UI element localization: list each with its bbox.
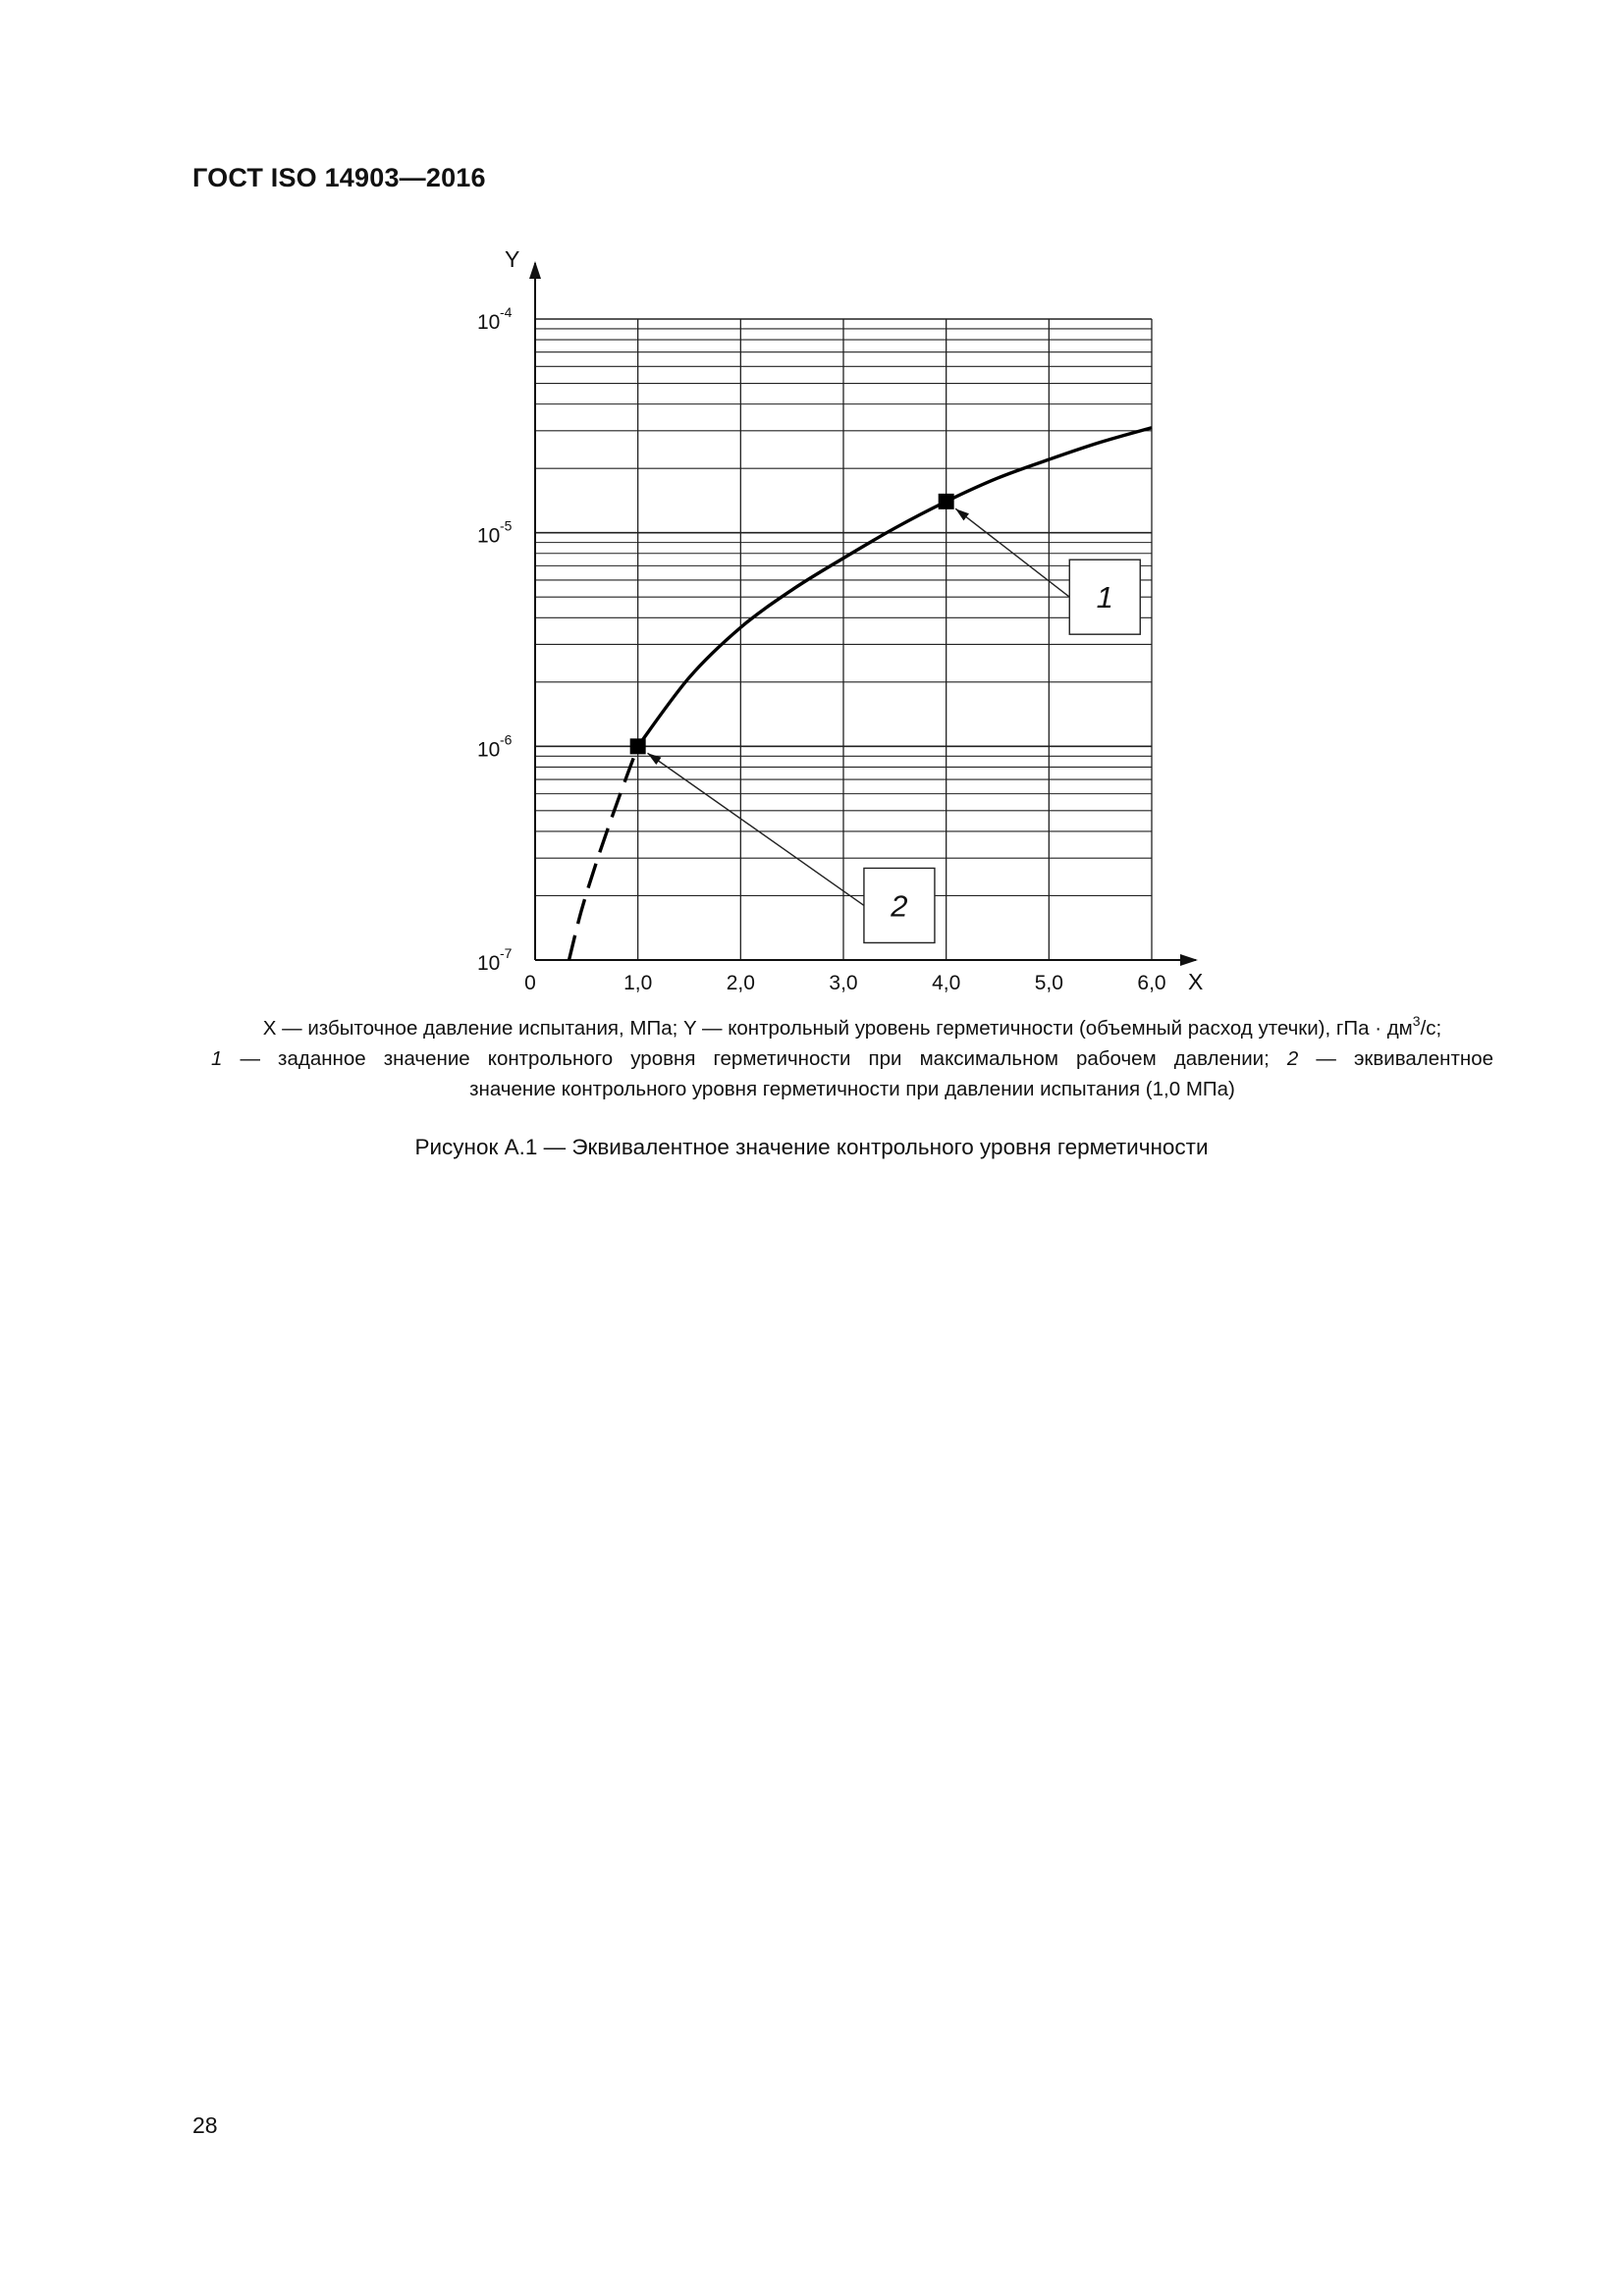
legend-key-2: 2 bbox=[1286, 1047, 1299, 1070]
callout-leader-1 bbox=[955, 508, 1069, 597]
callout-arrow-2 bbox=[647, 753, 661, 765]
leak-rate-chart bbox=[0, 0, 1623, 1011]
figure-caption: Рисунок А.1 — Эквивалентное значение контрольного уровня герметичности bbox=[414, 1135, 1209, 1159]
legend-axes-description: X — избыточное давление испытания, МПа; Y — контрольный уровень герметичности (объемный расход утечки), гПа · дм bbox=[262, 1017, 1413, 1040]
curve-dashed bbox=[569, 746, 638, 960]
legend-key-2-text: — эквивалентное bbox=[1298, 1047, 1493, 1070]
y-axis-arrow bbox=[529, 261, 541, 279]
x-axis-label: X bbox=[1188, 969, 1204, 994]
point-marker-1 bbox=[939, 494, 954, 509]
x-tick-label: 5,0 bbox=[1034, 972, 1063, 994]
callout-arrow-1 bbox=[955, 508, 969, 520]
y-tick-label: 10 bbox=[477, 738, 501, 762]
chart-curves bbox=[569, 428, 1152, 960]
x-tick-label: 3,0 bbox=[829, 972, 858, 994]
point-marker-2 bbox=[630, 738, 646, 754]
y-tick-label: 10 bbox=[477, 311, 501, 334]
legend-line-2 bbox=[211, 1043, 1493, 1074]
legend-key-1-text: — заданное значение контрольного уровня герметичности при максимальном рабочем давлении; bbox=[222, 1047, 1287, 1070]
y-tick-label: 10 bbox=[477, 524, 501, 548]
y-tick-label: 10 bbox=[477, 952, 501, 975]
y-tick-exponent: -4 bbox=[500, 304, 513, 320]
figure-legend bbox=[211, 1013, 1493, 1104]
document-header: ГОСТ ISO 14903—2016 bbox=[192, 163, 486, 192]
legend-line-1 bbox=[211, 1013, 1493, 1043]
callout-label-1: 1 bbox=[1096, 580, 1113, 615]
y-tick-exponent: -5 bbox=[500, 517, 513, 534]
x-axis-arrow bbox=[1180, 954, 1198, 966]
x-tick-label: 1,0 bbox=[623, 972, 653, 994]
grid-major bbox=[535, 319, 1152, 960]
x-tick-label: 2,0 bbox=[726, 972, 755, 994]
callout-label-2: 2 bbox=[891, 888, 908, 924]
legend-unit-exponent: 3 bbox=[1412, 1013, 1421, 1029]
legend-unit-tail: /с; bbox=[1420, 1017, 1442, 1040]
y-tick-exponent: -7 bbox=[500, 945, 513, 961]
x-tick-label: 0 bbox=[524, 972, 536, 994]
x-tick-label: 6,0 bbox=[1137, 972, 1166, 994]
chart-callouts bbox=[647, 508, 1140, 942]
legend-line-3: значение контрольного уровня герметичности при давлении испытания (1,0 МПа) bbox=[469, 1078, 1235, 1100]
page-number: 28 bbox=[192, 2112, 218, 2138]
x-tick-label: 4,0 bbox=[932, 972, 961, 994]
y-tick-exponent: -6 bbox=[500, 731, 513, 748]
y-axis-label: Y bbox=[505, 246, 520, 272]
legend-key-1: 1 bbox=[211, 1047, 223, 1070]
callout-leader-2 bbox=[647, 753, 863, 905]
